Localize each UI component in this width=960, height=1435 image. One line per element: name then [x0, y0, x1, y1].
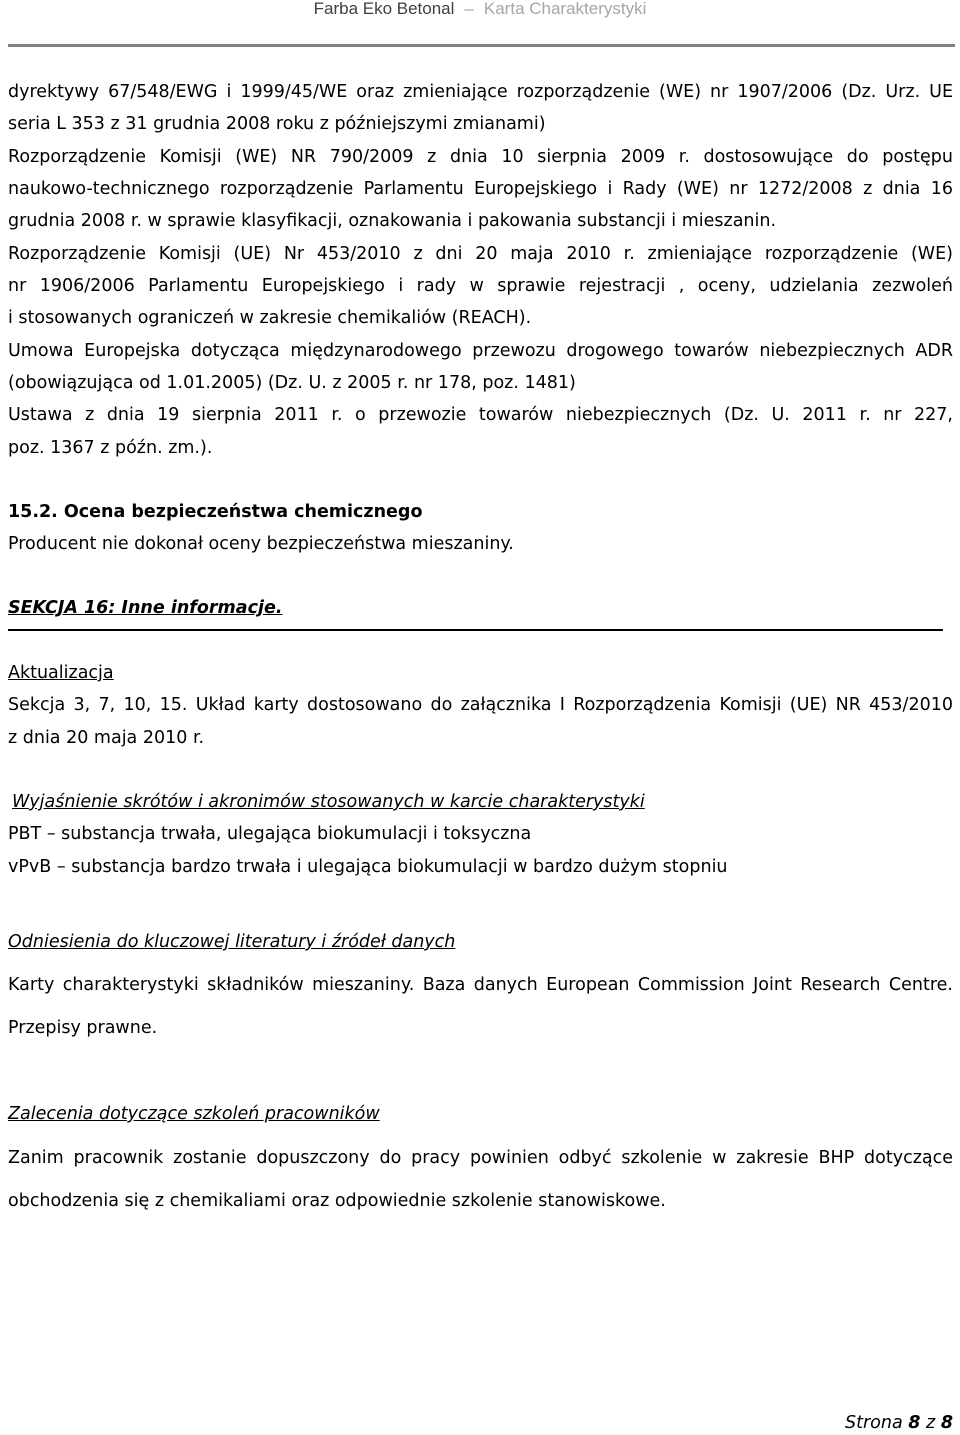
regulation-item: [8, 238, 953, 335]
regulations-list: [8, 76, 953, 464]
abbreviation-definition: substancja trwała, ulegająca biokumulacji i toksyczna: [61, 824, 532, 845]
regulation-line: grudnia 2008 r. w sprawie klasyfikacji, oznakowania i pakowania substancji i mieszanin.: [8, 211, 777, 232]
header-product-name: Farba Eko Betonal: [313, 0, 455, 18]
section-15-2-text: Producent nie dokonał oceny bezpieczeństwa mieszaniny.: [8, 534, 514, 555]
regulation-item: [8, 399, 953, 464]
section-15-2-heading: 15.2. Ocena bezpieczeństwa chemicznego: [8, 502, 423, 522]
references-line: Przepisy prawne.: [8, 1017, 158, 1038]
header-separator: –: [464, 0, 474, 18]
regulation-line: (obowiązująca od 1.01.2005) (Dz. U. z 2005 r. nr 178, poz. 1481): [8, 372, 576, 393]
regulation-item: [8, 335, 953, 400]
abbreviation-term: PBT: [8, 824, 42, 845]
regulation-line: naukowo-technicznego rozporządzenie Parlamentu Europejskiego i Rady (WE) nr 1272/2008 z dnia 16: [8, 178, 953, 199]
regulation-line: nr 1906/2006 Parlamentu Europejskiego i rady w sprawie rejestracji , oceny, udzielania zezwoleń: [8, 275, 953, 296]
section-16-title: SEKCJA 16: Inne informacje.: [8, 598, 283, 618]
abbreviation-term: vPvB: [8, 856, 52, 877]
section-16-header: [8, 592, 953, 624]
page-footer: [845, 1407, 953, 1435]
regulation-line: seria L 353 z 31 grudnia 2008 roku z późniejszymi zmianami): [8, 114, 546, 135]
training-heading: Zalecenia dotyczące szkoleń pracowników: [8, 1104, 380, 1124]
header-document-type: Karta Charakterystyki: [483, 0, 647, 18]
training-line: Zanim pracownik zostanie dopuszczony do pracy powinien odbyć szkolenie w zakresie BHP dotyczące: [8, 1147, 953, 1168]
section-15-2: [8, 496, 953, 561]
page-number-separator: z: [926, 1413, 936, 1433]
abbreviation-definition: substancja bardzo trwała i ulegająca biokumulacji w bardzo dużym stopniu: [71, 856, 728, 877]
regulation-line: Ustawa z dnia 19 sierpnia 2011 r. o przewozie towarów niebezpiecznych (Dz. U. 2011 r. nr 227,: [8, 405, 953, 426]
references-line: Karty charakterystyki składników mieszaniny. Baza danych European Commission Joint Research Centre.: [8, 974, 953, 995]
references-heading: Odniesienia do kluczowej literatury i źródeł danych: [8, 932, 456, 952]
current-page-number: 8: [908, 1413, 921, 1433]
references: [8, 964, 953, 1050]
regulation-line: i stosowanych ograniczeń w zakresie chemikaliów (REACH).: [8, 308, 532, 329]
regulation-item: [8, 141, 953, 238]
abbreviation-item: [8, 851, 953, 883]
update-heading: Aktualizacja: [8, 663, 114, 683]
abbreviation-item: [8, 818, 953, 850]
regulation-line: Rozporządzenie Komisji (WE) NR 790/2009 z dnia 10 sierpnia 2009 r. dostosowujące do postępu: [8, 146, 953, 167]
total-pages-number: 8: [940, 1413, 953, 1433]
regulation-line: poz. 1367 z późn. zm.).: [8, 437, 213, 458]
regulation-item: [8, 76, 953, 141]
section-16-divider: [8, 629, 943, 631]
update-line: z dnia 20 maja 2010 r.: [8, 727, 205, 748]
page-number-label: Strona: [845, 1413, 903, 1433]
training-header: [8, 1098, 953, 1130]
update-line: Sekcja 3, 7, 10, 15. Układ karty dostosowano do załącznika I Rozporządzenia Komisji (UE) NR 453/2010: [8, 695, 953, 716]
regulation-line: dyrektywy 67/548/EWG i 1999/45/WE oraz zmieniające rozporządzenie (WE) nr 1907/2006 (Dz. Urz. UE: [8, 82, 953, 102]
header-divider: [8, 44, 955, 47]
abbreviation-dash: –: [56, 856, 66, 877]
page-header: [0, 0, 960, 18]
references-header: [8, 926, 953, 958]
training: [8, 1137, 953, 1223]
regulation-line: Umowa Europejska dotycząca międzynarodowego przewozu drogowego towarów niebezpiecznych ADR: [8, 340, 953, 361]
abbreviation-dash: –: [46, 824, 56, 845]
abbreviations: [8, 786, 953, 883]
update-info: [8, 657, 953, 754]
training-line: obchodzenia się z chemikaliami oraz odpowiednie szkolenie stanowiskowe.: [8, 1190, 666, 1211]
abbreviations-heading: Wyjaśnienie skrótów i akronimów stosowanych w karcie charakterystyki: [12, 792, 645, 812]
regulation-line: Rozporządzenie Komisji (UE) Nr 453/2010 z dni 20 maja 2010 r. zmieniające rozporządzenie (WE): [8, 243, 953, 264]
